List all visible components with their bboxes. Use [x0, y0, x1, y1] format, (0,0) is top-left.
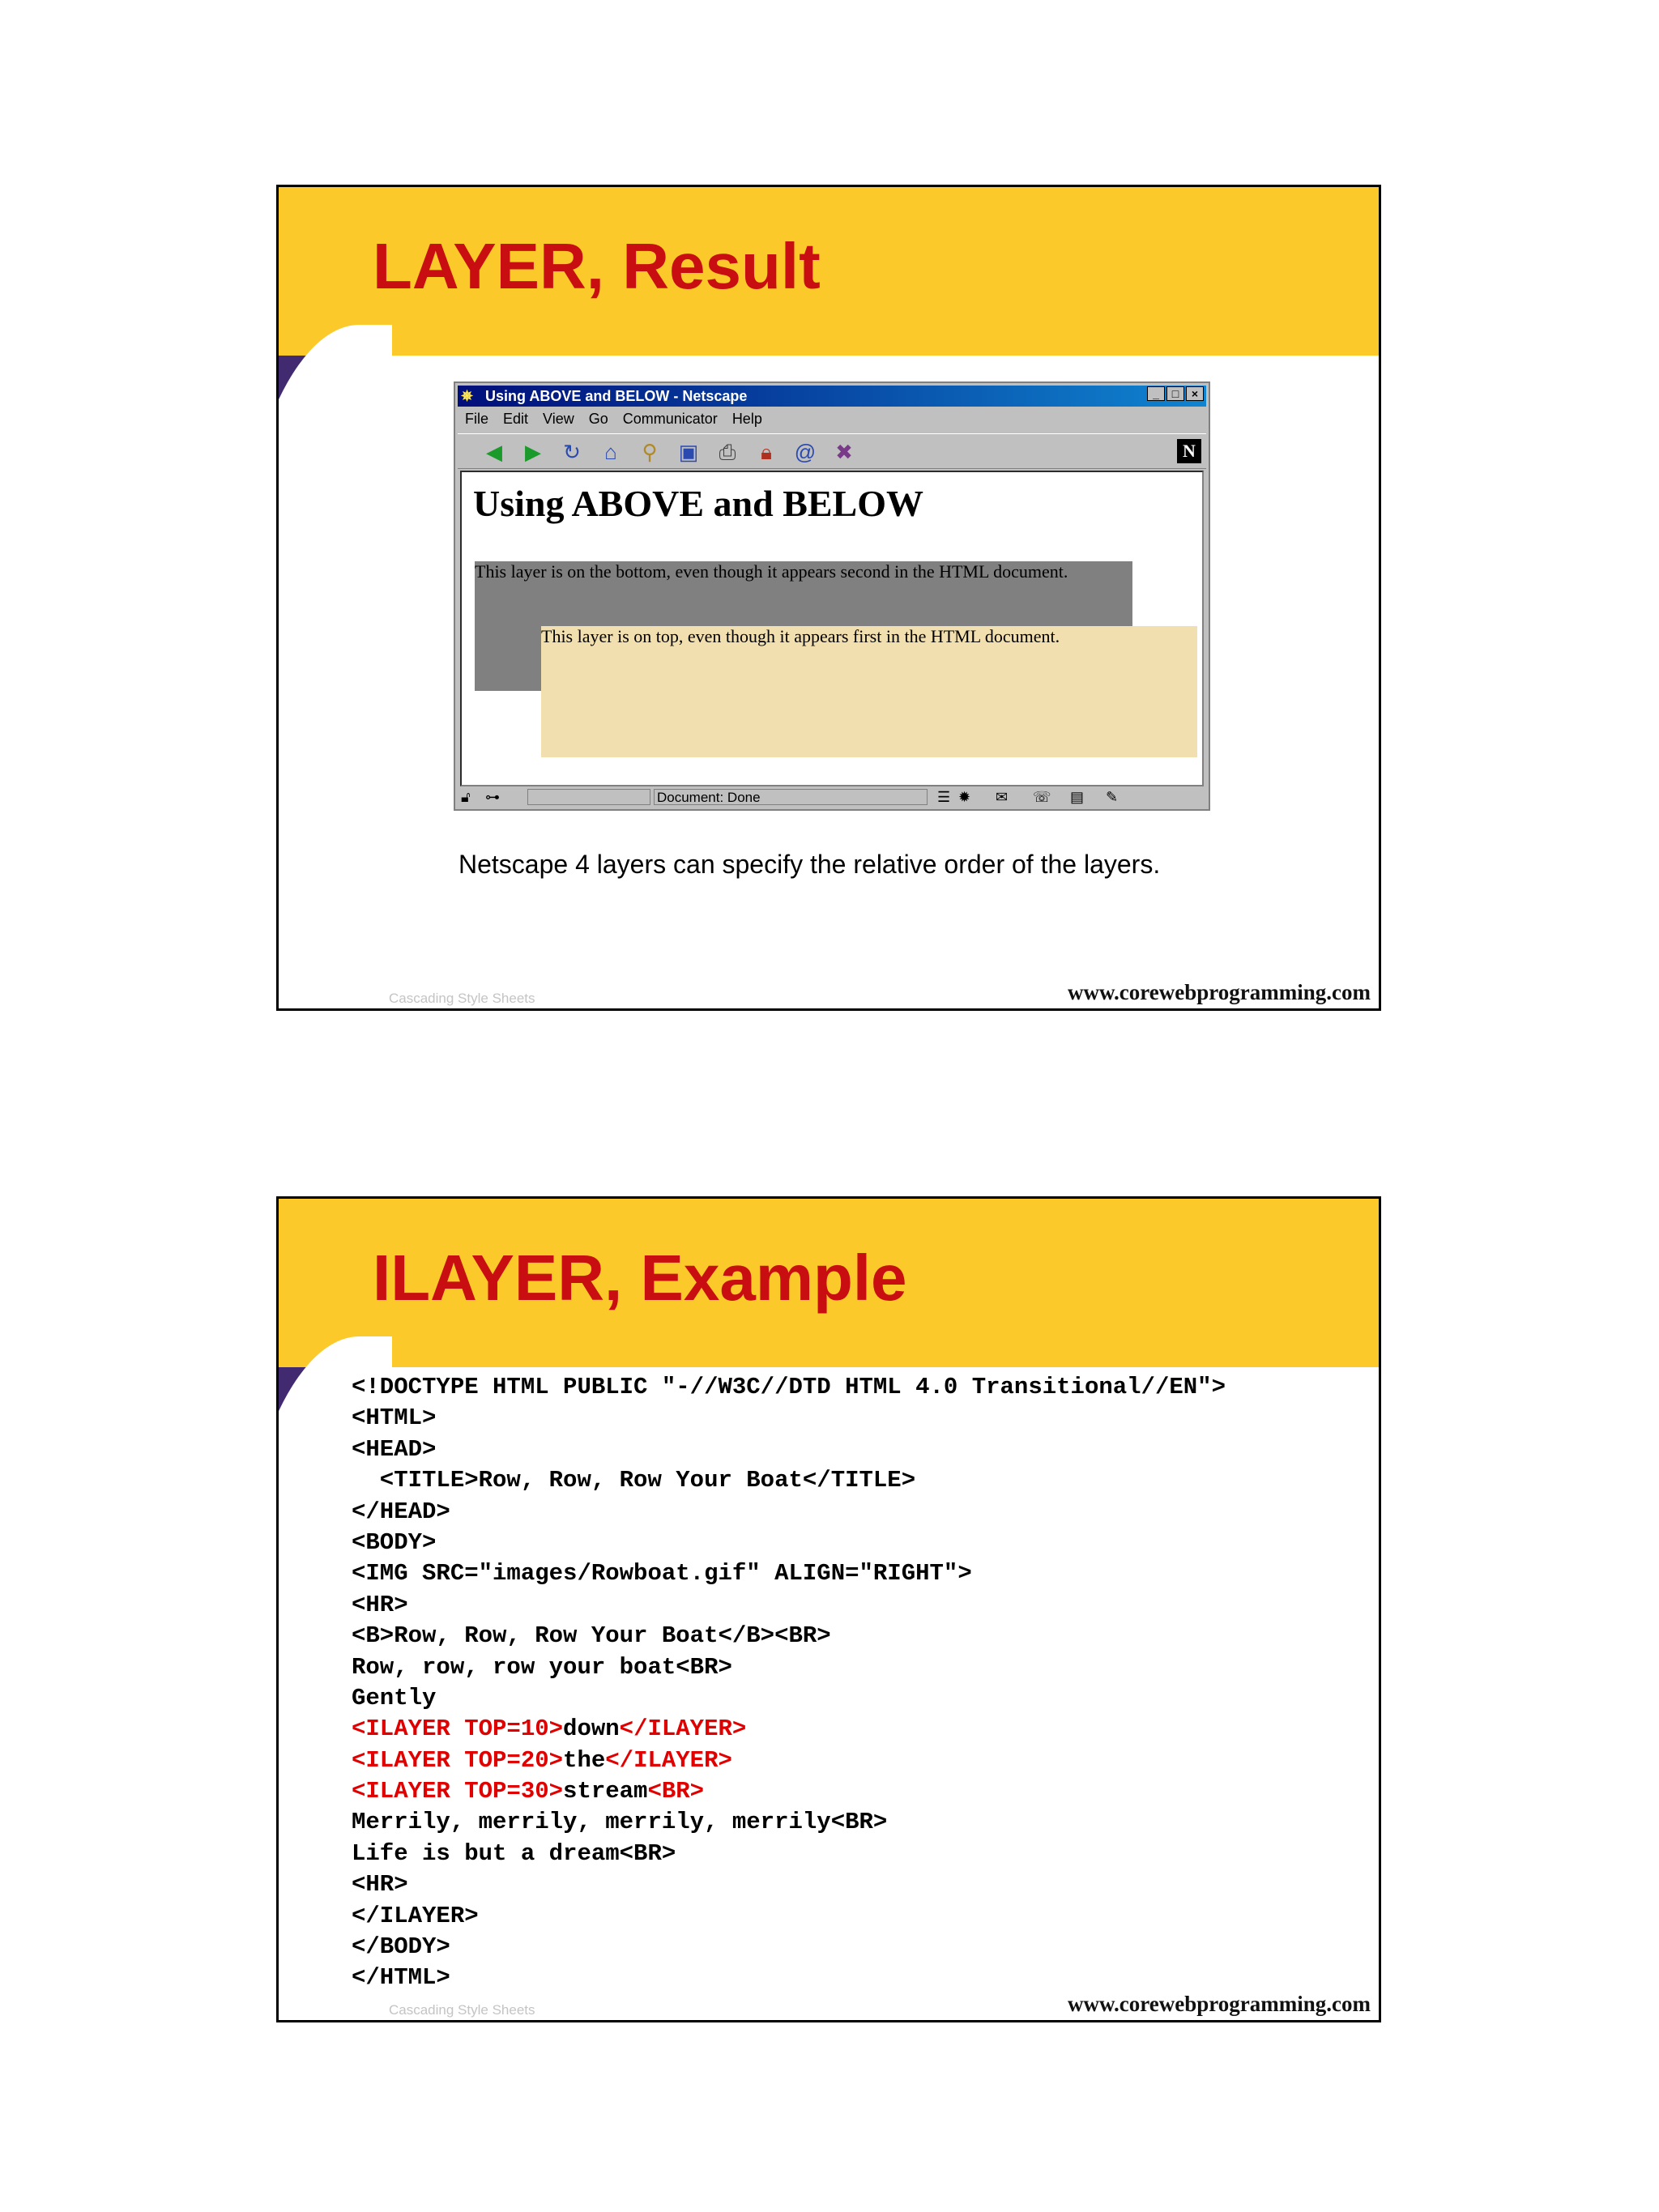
- code-highlight: <BR>: [647, 1778, 705, 1805]
- forward-icon[interactable]: ▶: [525, 440, 541, 464]
- top-layer-text: This layer is on top, even though it appears first in the HTML document.: [541, 626, 1060, 646]
- component-bar-icon: ☰: [937, 789, 951, 805]
- netscape-app-icon: ✵: [461, 388, 474, 404]
- code-line: [352, 1528, 1226, 1558]
- menu-go[interactable]: Go: [588, 411, 608, 427]
- menu-communicator[interactable]: Communicator: [622, 411, 718, 427]
- code-listing: [352, 1372, 1226, 1994]
- code-text: <HR>: [352, 1591, 408, 1618]
- code-line: [352, 1434, 1226, 1465]
- code-text: <!DOCTYPE HTML PUBLIC "-//W3C//DTD HTML 4.0 Transitional//EN">: [352, 1374, 1226, 1400]
- window-title: Using ABOVE and BELOW - Netscape: [485, 388, 748, 404]
- top-layer: [541, 626, 1197, 757]
- code-text: stream: [563, 1778, 648, 1805]
- code-text: Life is but a dream<BR>: [352, 1839, 676, 1867]
- maximize-icon[interactable]: □: [1166, 386, 1184, 401]
- code-highlight: </ILAYER>: [605, 1746, 732, 1774]
- code-highlight: <ILAYER TOP=30>: [352, 1778, 564, 1805]
- page-viewport: [460, 471, 1204, 786]
- code-line: [352, 1839, 1226, 1869]
- slide-41: [276, 185, 1381, 1011]
- netscape-window: [454, 381, 1210, 811]
- slide-title: ILAYER, Example: [373, 1242, 907, 1314]
- code-line: [352, 1465, 1226, 1496]
- code-highlight: </ILAYER>: [619, 1715, 747, 1743]
- code-text: <HEAD>: [352, 1435, 437, 1463]
- code-text: <B>Row, Row, Row Your Boat</B><BR>: [352, 1622, 831, 1650]
- code-text: <IMG SRC="images/Rowboat.gif" ALIGN="RIGHT">: [352, 1560, 972, 1588]
- code-line: [352, 1621, 1226, 1652]
- slide-42: [276, 1196, 1381, 2022]
- edit-icon[interactable]: ✎: [1106, 789, 1119, 805]
- slide-number: 41: [288, 991, 304, 1006]
- code-line: [352, 1869, 1226, 1900]
- slide-number: 42: [288, 2002, 304, 2018]
- reload-icon[interactable]: ↻: [563, 440, 581, 464]
- window-titlebar: [458, 386, 1206, 407]
- code-line: [352, 1683, 1226, 1714]
- close-icon[interactable]: ×: [1186, 386, 1204, 401]
- security-icon[interactable]: 🔒︎: [761, 440, 772, 464]
- menu-view[interactable]: View: [543, 411, 574, 427]
- status-text: Document: Done: [657, 790, 761, 805]
- navigator-icon[interactable]: ✹: [958, 789, 971, 805]
- menu-help[interactable]: Help: [731, 411, 762, 427]
- back-icon[interactable]: ◀: [486, 440, 502, 464]
- mail-icon[interactable]: ✉: [996, 789, 1009, 805]
- code-text: </BODY>: [352, 1933, 450, 1961]
- stop-icon[interactable]: ✖: [835, 440, 853, 464]
- slide-subtitle: Cascading Style Sheets: [389, 991, 535, 1006]
- page-heading: Using ABOVE and BELOW: [473, 483, 924, 524]
- code-line: [352, 1932, 1226, 1963]
- netscape-guide-icon[interactable]: ▣: [678, 440, 699, 464]
- code-line: [352, 1558, 1226, 1589]
- window-controls: [1147, 386, 1204, 401]
- code-line: [352, 1776, 1226, 1807]
- discussions-icon[interactable]: ☏: [1033, 789, 1051, 805]
- code-line: [352, 1403, 1226, 1434]
- code-line: [352, 1497, 1226, 1528]
- code-text: Gently: [352, 1684, 437, 1711]
- menu-bar: [465, 411, 762, 428]
- code-line: [352, 1807, 1226, 1838]
- navigation-toolbar: [458, 433, 1206, 469]
- code-line: [352, 1590, 1226, 1621]
- slide-caption: Netscape 4 layers can specify the relative order of the layers.: [458, 850, 1161, 879]
- security-lock-icon: 🔓︎: [461, 789, 471, 805]
- composer-icon[interactable]: ▤: [1070, 789, 1085, 805]
- curve-decoration: [276, 325, 392, 1011]
- code-text: <HTML>: [352, 1404, 437, 1432]
- home-icon[interactable]: ⌂: [604, 440, 617, 464]
- code-text: the: [563, 1746, 606, 1774]
- print-icon[interactable]: ⎙: [719, 440, 736, 464]
- slide-title: LAYER, Result: [373, 230, 821, 302]
- code-highlight: <ILAYER TOP=10>: [352, 1715, 564, 1743]
- bottom-layer-text: This layer is on the bottom, even though it appears second in the HTML document.: [475, 561, 1068, 582]
- code-line: [352, 1372, 1226, 1403]
- footer-url: www.corewebprogramming.com: [1068, 1992, 1371, 2016]
- menu-file[interactable]: File: [465, 411, 489, 427]
- code-line: [352, 1901, 1226, 1932]
- search-icon[interactable]: ⚲: [642, 440, 658, 464]
- code-line: [352, 1652, 1226, 1683]
- footer-url: www.corewebprogramming.com: [1068, 980, 1371, 1004]
- code-text: Merrily, merrily, merrily, merrily<BR>: [352, 1809, 888, 1836]
- code-text: <BODY>: [352, 1528, 437, 1556]
- netscape-logo-icon: N: [1177, 439, 1201, 463]
- code-line: [352, 1963, 1226, 1993]
- status-bar: [458, 788, 1206, 808]
- code-text: <HR>: [352, 1871, 408, 1899]
- code-highlight: <ILAYER TOP=20>: [352, 1746, 564, 1774]
- shop-icon[interactable]: @: [794, 440, 817, 464]
- code-text: down: [563, 1715, 620, 1743]
- progress-bar: [527, 789, 650, 805]
- code-text: </ILAYER>: [352, 1902, 479, 1929]
- code-text: Row, row, row your boat<BR>: [352, 1653, 732, 1681]
- minimize-icon[interactable]: _: [1147, 386, 1165, 401]
- code-text: </HTML>: [352, 1964, 450, 1992]
- connection-icon: ⊶: [485, 789, 500, 805]
- code-text: </HEAD>: [352, 1498, 450, 1525]
- menu-edit[interactable]: Edit: [503, 411, 529, 427]
- code-text: <TITLE>Row, Row, Row Your Boat</TITLE>: [352, 1467, 916, 1494]
- code-line: [352, 1745, 1226, 1776]
- slide-subtitle: Cascading Style Sheets: [389, 2002, 535, 2018]
- code-line: [352, 1714, 1226, 1745]
